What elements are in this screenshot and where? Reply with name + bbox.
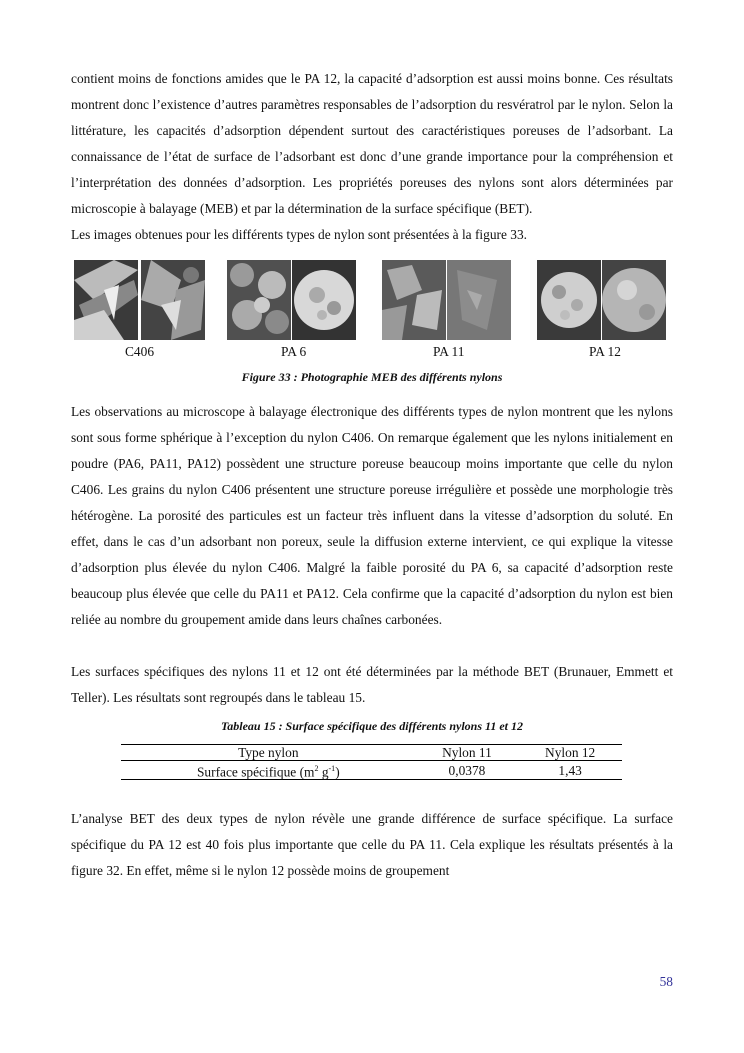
- paragraph-intro: contient moins de fonctions amides que le PA 12, la capacité d’adsorption est aussi moins bonne. Ces résultats montrent donc l’existence d’autres paramètres responsables de l’adsorption du resvératrol par le nylon. Selon la littérature, les capacités d’adsorption dépendent surtout des caractéristiques poreuses de l’adsorbant. La connaissance de l’état de surface de l’adsorbant est donc d’une grande importance pour la compréhension et l’interprétation des données d’adsorption. Les propriétés poreuses des nylons sont alors déterminées par microscopie à balayage (MEB) et par la détermination de la surface spécifique (BET).: [71, 71, 673, 216]
- sem-image-pa12-a: [537, 260, 601, 340]
- sem-image-pa6-a: [227, 260, 291, 340]
- sem-image-pa6-b: [292, 260, 356, 340]
- header-nylon11: Nylon 11: [442, 745, 492, 760]
- page-number: 58: [659, 974, 673, 989]
- table-caption: Tableau 15 : Surface spécifique des différents nylons 11 et 12: [221, 719, 523, 733]
- sem-image-pa11-b: [447, 260, 511, 340]
- table-row: [121, 761, 622, 780]
- label-pa11: PA 11: [433, 344, 465, 359]
- sem-image-pa12-b: [602, 260, 666, 340]
- paragraph-conclusion: L’analyse BET des deux types de nylon révèle une grande différence de surface spécifique. La surface spécifique du PA 12 est 40 fois plus importante que celle du PA 11. Cela explique les résultats présentés à la figure 32. En effet, même si le nylon 12 possède moins de groupement: [71, 811, 673, 879]
- surface-table: [121, 744, 622, 780]
- sem-image-c406-a: [74, 260, 138, 340]
- paragraph-observations: Les observations au microscope à balayage électronique des différents types de nylon montrent que les nylons sont sous forme sphérique à l’exception du nylon C406. On remarque également que les nylons initialement en poudre (PA6, PA11, PA12) possèdent une structure poreuse beaucoup moins importante que celle du nylon C406. Les grains du nylon C406 présentent une structure poreuse irrégulière et possède une morphologie très hétérogène. La porosité des particules est un facteur très influent dans la vitesse d’adsorption du soluté. En effet, dans le cas d’un adsorbant non poreux, seule la diffusion externe intervient, ce qui explique la vitesse d’adsorption plus élevée du nylon C406. Malgré la faible porosité du PA 6, sa capacité d’adsorption reste beaucoup plus élevée que celle du PA11 et PA12. Cela confirme que la capacité d’adsorption du nylon est bien reliée au nombre du groupement amide dans leurs chaînes carbonées.: [71, 404, 673, 627]
- paragraph-figure-intro: Les images obtenues pour les différents types de nylon sont présentées à la figure 33.: [71, 227, 528, 242]
- sem-image-c406-b: [141, 260, 205, 340]
- figure-caption: Figure 33 : Photographie MEB des différents nylons: [241, 370, 503, 384]
- label-pa12: PA 12: [589, 344, 621, 359]
- value-nylon12: 1,43: [558, 762, 582, 778]
- figure-33-images: [71, 250, 673, 334]
- sem-image-pa11-a: [382, 260, 446, 340]
- header-nylon12: Nylon 12: [545, 745, 596, 760]
- value-nylon11: 0,0378: [448, 762, 486, 778]
- label-pa6: PA 6: [281, 344, 307, 359]
- document-page: [71, 66, 673, 884]
- table-header-row: [121, 745, 622, 761]
- header-type: Type nylon: [238, 745, 299, 760]
- row-label: Surface spécifique ($m^2$ $g^{-1}$): [196, 764, 340, 780]
- figure-33-labels: [71, 344, 673, 366]
- paragraph-bet-intro: Les surfaces spécifiques des nylons 11 et 12 ont été déterminées par la méthode BET (Brunauer, Emmett et Teller). Les résultats sont regroupés dans le tableau 15.: [71, 664, 673, 705]
- label-c406: C406: [125, 344, 155, 359]
